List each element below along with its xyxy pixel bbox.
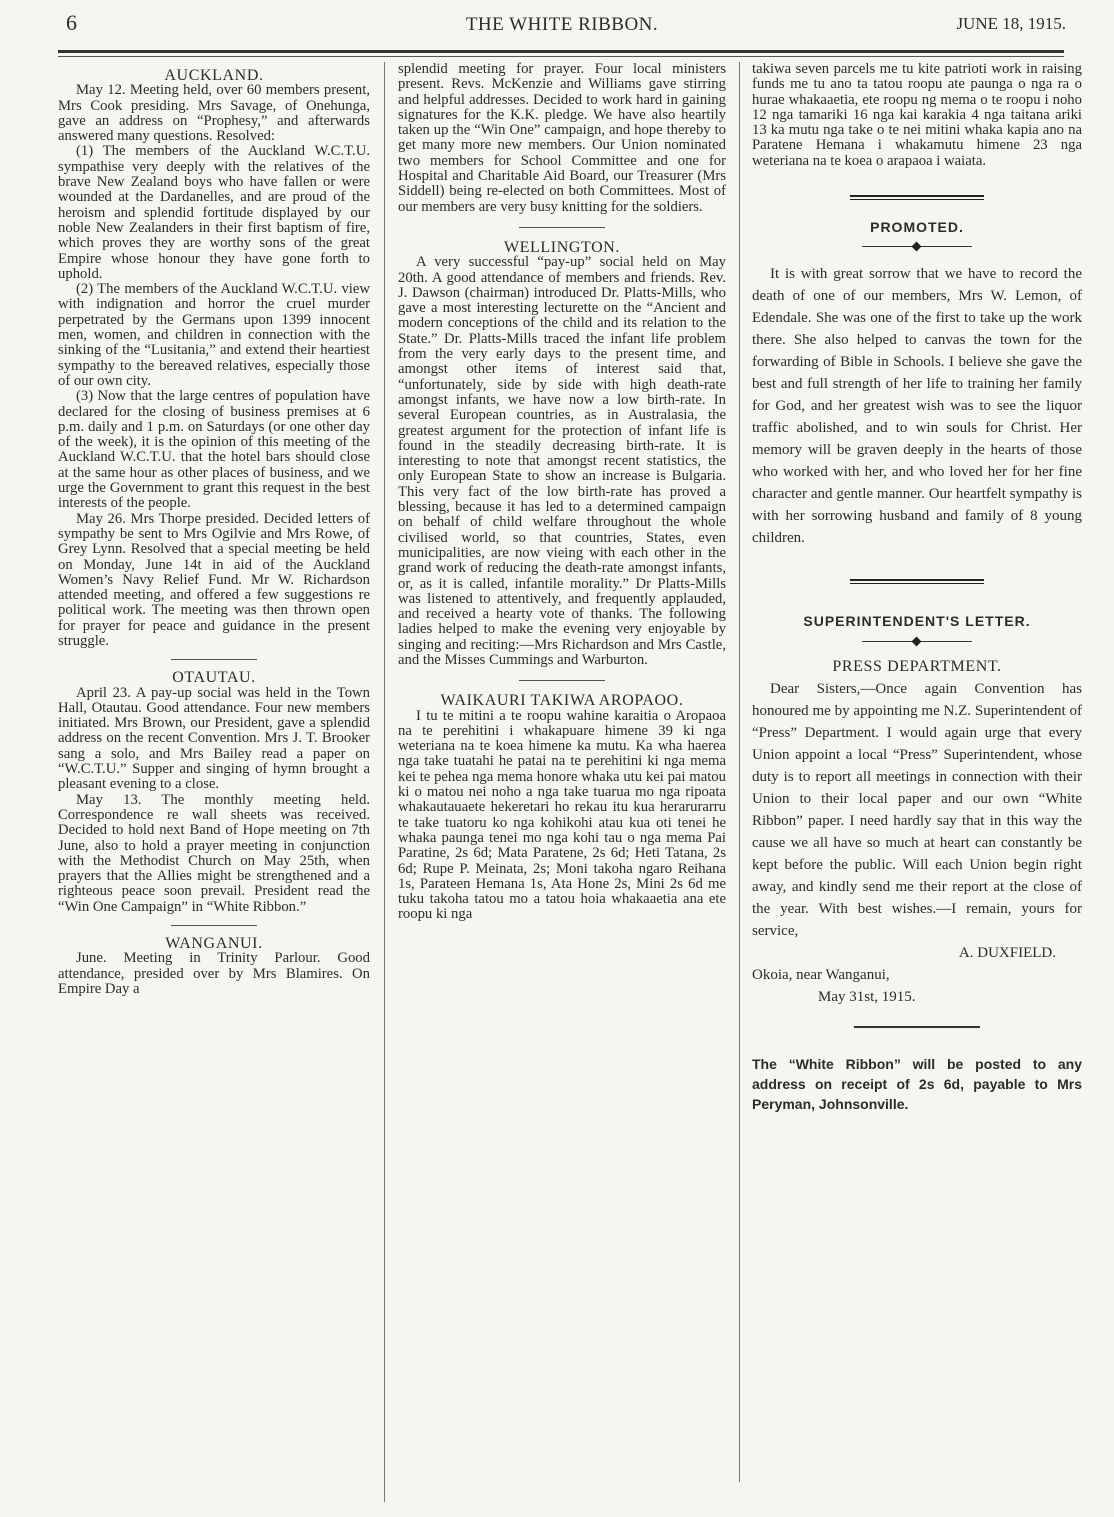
- decorative-double-rule: [850, 579, 984, 584]
- issue-date: JUNE 18, 1915.: [956, 14, 1066, 33]
- waikauri-paragraph: I tu te mitini a te roopu wahine karaitia o Aropaoa na te perehitini i whakapuare himene 39 ki nga weteriana na te koea himene ka mutu. Ka wha haerea nga take tuatahi he patai na te perehitini ki nga mema kei te pehea nga mema honore whaka utu kei pai matou ki o matou nei noho a nga take tuarua mo nga ripoata whakautauaete hekeretari ho rekau itu kua herarurarru te take tuatoru ko nga kohikohi atau kua oti tenei he whaka paunga tenei mo nga kohi tau o nga mema Pai Paratine, 2s 6d; Mata Paratene, 2s 6d; Heti Tatana, 2s 6d; Rupe P. Meinata, 2s; Moni takoha ngaro Reihana 1s, Parateen Hemana 1s, Ata Hone 2s, Mini 2s 6d me tuku takoha tatou mo a tatou hoia whakaaetia ana ete roopu ki nga: [398, 707, 726, 923]
- column-divider: [384, 62, 385, 1502]
- auckland-resolution-1: (1) The members of the Auckland W.C.T.U. sympathise very deeply with the relatives of the brave New Zealand boys who have fallen or were wounded at the Dardanelles, and are proud of the heroism and splendid fortitude displayed by our noble New Zealanders in their first baptism of fire, which proves they are worthy sons of the great Empire whose honour they have gone forth to uphold.: [58, 143, 370, 282]
- wellington-paragraph: A very successful “pay-up” social held on May 20th. A good attendance of members and friends. Rev. J. Dawson (chairman) introduced Dr. Platts-Mills, who gave a most interesting lecturette on the “Ancient and modern conceptions of the child and its relation to the State.” Dr. Platts-Mills traced the infant life problem from the very early days to the present time, and amongst other items of interest said that, “unfortunately, side by side with high death-rate amongst infants, we have now a low birth-rate. In several European countries, as in Australasia, the greatest argument for the protection of infant life is found in the steadily decreasing birth-rate. It is interesting to note that amongst recent statistics, the only European State to show an increase is Bulgaria. This very fact of the low birth-rate has proved a blessing, because it has led to a determined campaign on behalf of child welfare throughout the whole civilised world, so that countries, States, even municipalities, are now vieing with each other in the grand work of reducing the death-rate amongst infants, or, as it is called, infantile morality.” Dr Platts-Mills was listened to attentively, and frequently applauded, and received a hearty vote of thanks. The following ladies helped to make the evening very enjoyable by singing and reciting:—Mrs Richardson and Mrs Castle, and the Misses Cummings and Warburton.: [398, 254, 726, 668]
- section-divider: [854, 1026, 980, 1028]
- otautau-paragraph: April 23. A pay-up social was held in the Town Hall, Otautau. Good attendance. Four new members initiated. Mrs Brown, our President, gave a splendid address on the recent Convention. Mrs J. T. Brooker sang a solo, and Mrs Bailey read a paper on “W.C.T.U.” Supper and singing of hymn brought a pleasant evening to a close.: [58, 684, 370, 793]
- auckland-paragraph: May 26. Mrs Thorpe presided. Decided letters of sympathy be sent to Mrs Ogilvie and Mrs Rowe, of Grey Lynn. Resolved that a special meeting be held on Monday, June 14t in aid of the Auckland Women’s Navy Relief Fund. Mr W. Richardson attended meeting, and offered a few suggestions re political work. The meeting was then thrown open for prayer for peace and guidance in the present struggle.: [58, 510, 370, 649]
- publication-title: THE WHITE RIBBON.: [465, 14, 659, 35]
- column-divider: [739, 62, 740, 1482]
- section-heading-otautau: OTAUTAU.: [172, 669, 256, 687]
- section-heading-promoted: PROMOTED.: [870, 219, 964, 236]
- auckland-paragraph: May 12. Meeting held, over 60 members present, Mrs Cook presiding. Mrs Savage, of Onehunga, gave an address on “Prophesy,” and afterwards answered many questions. Resolved:: [58, 82, 370, 145]
- subscription-notice: The “White Ribbon” will be posted to any address on receipt of 2s 6d, payable to Mrs Peryman, Johnsonville.: [752, 1055, 1082, 1112]
- section-heading-auckland: AUCKLAND.: [164, 67, 264, 84]
- waikauri-paragraph-continued: takiwa seven parcels me tu kite patrioti work in raising funds me tu ano ta tatou roopu ate paunga o nga ra o hurae whakaaetia, ete roopu ng mema o te roopu i noho 12 nga tamariki 16 nga kai karakia 4 nga taitana ariki 13 ka mutu nga take o te nei mitini whaka kapia ano na Paratene Hemana i whakamutu himene 23 nga weteriana na te koea o arapaoa i waiata.: [752, 61, 1082, 169]
- section-heading-waikauri: WAIKAURI TAKIWA AROPAOO.: [440, 692, 684, 710]
- header-rule-thick: [58, 50, 1064, 53]
- column-left: [58, 68, 370, 997]
- section-divider: [519, 227, 605, 228]
- superintendent-letter: Dear Sisters,—Once again Convention has honoured me by appointing me N.Z. Superintendent of “Press” Department. I would again urge that every Union appoint a local “Press” Superintendent, whose duty is to report all meetings in connection with their Union to their local paper and our own “White Ribbon” paper. I need hardly say that in this way the cause we all have so much at heart can constantly be kept before the public. Will each Union begin right away, and kindly send me their report at the close of the year. With best wishes.—I remain, yours for service,: [752, 680, 1082, 939]
- section-divider: [171, 659, 257, 660]
- promoted-paragraph: It is with great sorrow that we have to record the death of one of our members, Mrs W. Lemon, of Edendale. She was one of the first to take up the work there. She also helped to canvas the town for the forwarding of Bible in Schools. I believe she gave the best and full strength of her life to training her family for God, and her greatest wish was to see the liquor traffic abolished, and to win souls for Christ. Her memory will be graven deeply in the hearts of those who worked with her, and who loved her for her fine character and gentle manner. Our heartfelt sympathy is with her sorrowing husband and family of 8 young children.: [752, 266, 1082, 547]
- letter-date: May 31st, 1915.: [818, 988, 916, 1005]
- section-divider: [171, 925, 257, 926]
- page-header: [58, 10, 1066, 36]
- section-heading-wanganui: WANGANUI.: [165, 935, 263, 953]
- wanganui-paragraph: June. Meeting in Trinity Parlour. Good attendance, presided over by Mrs Blamires. On Empire Day a: [58, 950, 370, 997]
- diamond-ornament-icon: [862, 638, 972, 646]
- auckland-resolution-2: (2) The members of the Auckland W.C.T.U. view with indignation and horror the cruel murder perpetrated by the Germans upon 1399 innocent men, women, and children in connection with the sinking of the “Lusitania,” and extend their heartiest sympathy to the bereaved relatives, especially those of our own city.: [58, 281, 370, 389]
- page-number: 6: [66, 10, 77, 35]
- decorative-double-rule: [850, 195, 984, 200]
- section-divider: [519, 680, 605, 681]
- otautau-paragraph: May 13. The monthly meeting held. Correspondence re wall sheets was received. Decided to hold next Band of Hope meeting on 7th June, also to hold a prayer meeting in conjunction with the Methodist Church on May 25th, when prayers that the Allies might be strengthened and a righteous peace soon prevail. President read the “Win One Campaign” in “White Ribbon.”: [58, 791, 370, 915]
- diamond-ornament-icon: [862, 243, 972, 251]
- letter-signature: A. DUXFIELD.: [958, 944, 1056, 961]
- section-heading-wellington: WELLINGTON.: [503, 238, 621, 256]
- letter-place: Okoia, near Wanganui,: [752, 966, 890, 983]
- header-rule-thin: [58, 56, 1064, 57]
- section-heading-superintendent: SUPERINTENDENT'S LETTER.: [803, 613, 1031, 630]
- column-middle: [398, 62, 726, 923]
- wanganui-paragraph-continued: splendid meeting for prayer. Four local ministers present. Revs. McKenzie and Williams gave stirring and helpful addresses. Decided to work hard in gaining signatures for the K.K. pledge. We have also heartily taken up the “Win One” campaign, and hope thereby to get many more new members. Our Union nominated two members for School Committee and one for Hospital and Charitable Aid Board, our Treasurer (Mrs Siddell) being re-elected on both Committees. Most of our members are very busy knitting for the soldiers.: [398, 61, 726, 215]
- subheading-press-department: PRESS DEPARTMENT.: [832, 657, 1002, 675]
- column-right: [752, 62, 1082, 1114]
- auckland-resolution-3: (3) Now that the large centres of population have declared for the closing of business premises at 6 p.m. daily and 1 p.m. on Saturdays (or one other day of the week), it is the opinion of this meeting of the Auckland W.C.T.U. that the hotel bars should close at the same hour as other places of business, and we urge the Government to grant this request in the best interests of the people.: [58, 388, 370, 512]
